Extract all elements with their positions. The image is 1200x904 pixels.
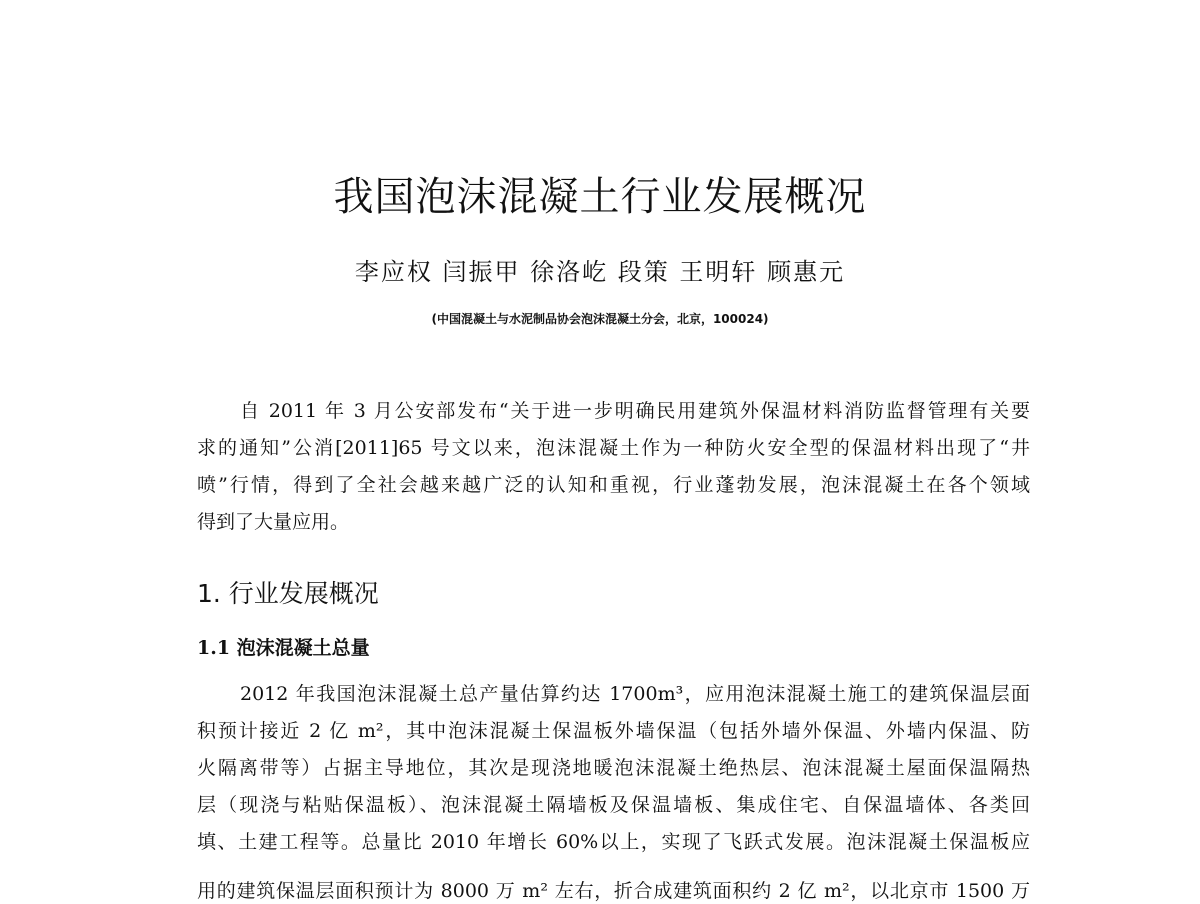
authors: 李应权 闫振甲 徐洛屹 段策 王明轩 顾惠元 <box>354 258 846 286</box>
paragraph-line: 自 2011 年 3 月公安部发布“关于进一步明确民用建筑外保温材料消防监督管理有关要 <box>240 400 1030 422</box>
paragraph-line: 2012 年我国泡沫混凝土总产量估算约达 1700m³，应用泡沫混凝土施工的建筑保温层面 <box>240 683 1030 705</box>
document-title: 我国泡沫混凝土行业发展概况 <box>333 174 867 220</box>
paragraph-line: 火隔离带等）占据主导地位，其次是现浇地暖泡沫混凝土绝热层、泡沫混凝土屋面保温隔热 <box>197 757 1030 779</box>
paragraph-line: 积预计接近 2 亿 m²，其中泡沫混凝土保温板外墙保温（包括外墙外保温、外墙内保温、防 <box>197 720 1030 742</box>
paragraph-line: 喷”行情，得到了全社会越来越广泛的认知和重视，行业蓬勃发展，泡沫混凝土在各个领域 <box>197 474 1030 496</box>
subsection-heading: 1.1 泡沫混凝土总量 <box>197 637 370 659</box>
paragraph-line: 填、土建工程等。总量比 2010 年增长 60%以上，实现了飞跃式发展。泡沫混凝土保温板应 <box>197 831 1030 853</box>
paragraph-line: 得到了大量应用。 <box>197 511 350 533</box>
paragraph-line: 求的通知”公消[2011]65 号文以来，泡沫混凝土作为一种防火安全型的保温材料出现了“井 <box>197 437 1030 459</box>
section-heading: 1. 行业发展概况 <box>197 579 379 608</box>
affiliation: (中国混凝土与水泥制品协会泡沫混凝土分会，北京，100024) <box>431 312 769 326</box>
paragraph-line: 用的建筑保温层面积预计为 8000 万 m² 左右，折合成建筑面积约 2 亿 m²，以北京市 1500 万 <box>197 880 1030 902</box>
paragraph-line: 层（现浇与粘贴保温板）、泡沫混凝土隔墙板及保温墙板、集成住宅、自保温墙体、各类回 <box>197 794 1030 816</box>
